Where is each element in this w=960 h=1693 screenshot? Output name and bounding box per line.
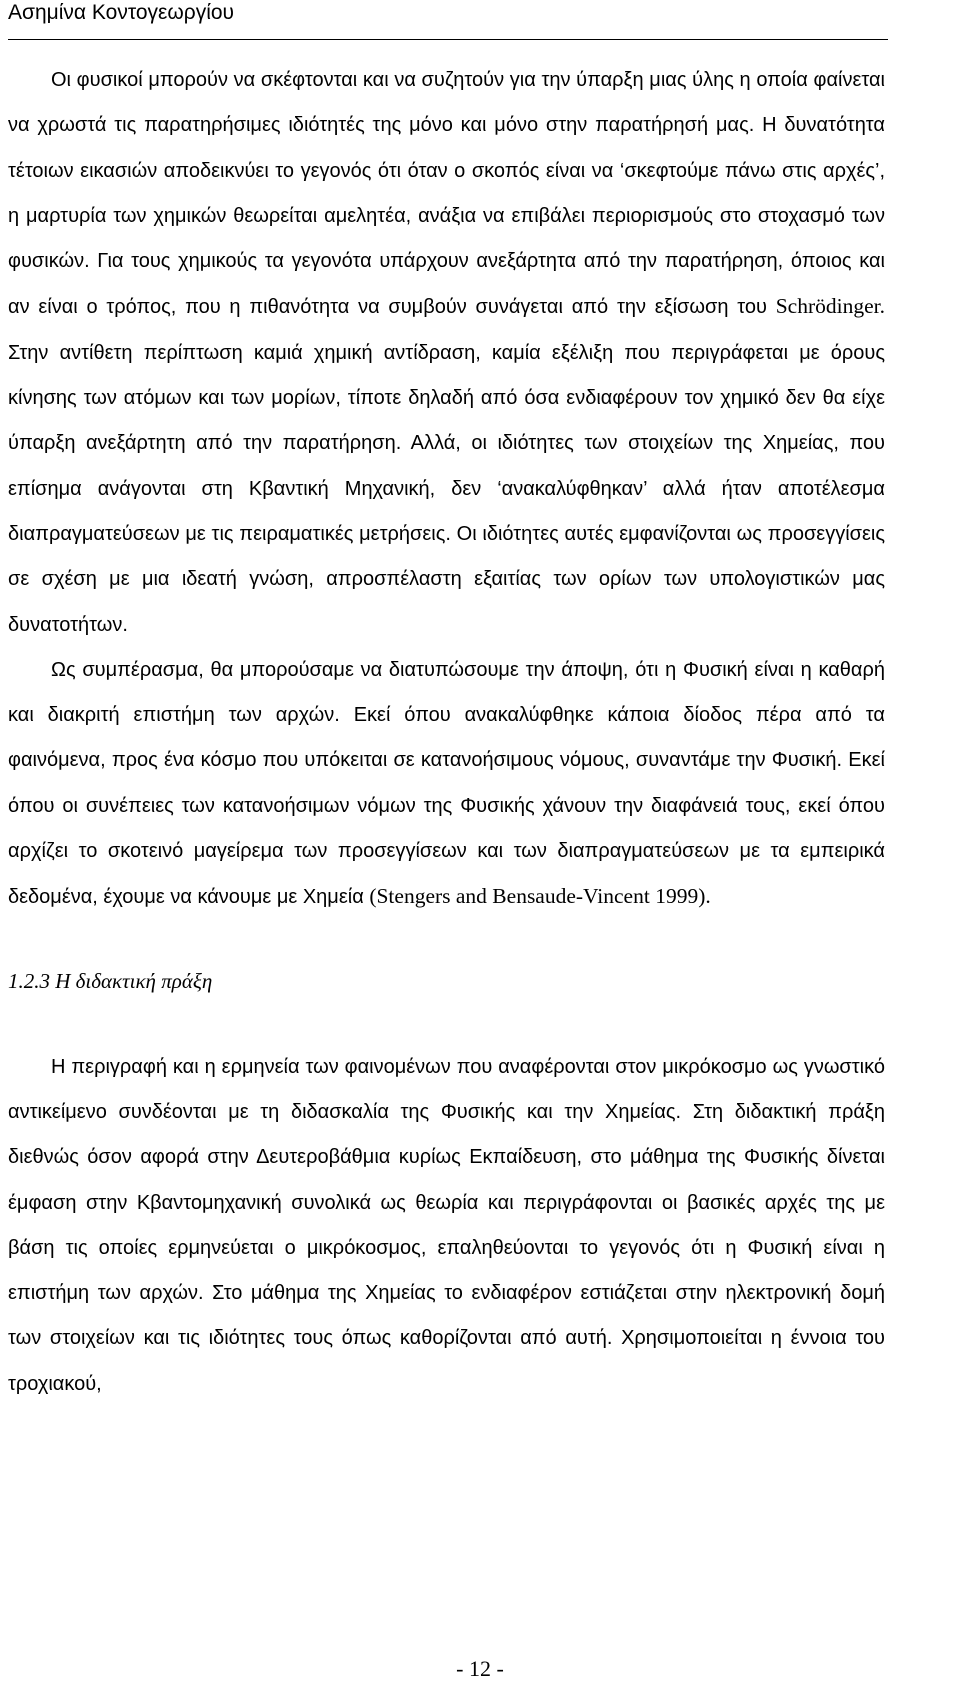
section-spacer-bottom xyxy=(8,1004,885,1045)
paragraph-2-text: Ως συμπέρασμα, θα μπορούσαμε να διατυπώσουμε την άποψη, ότι η Φυσική είναι η καθαρή και διακριτή επιστήμη των αρχών. Εκεί όπου ανακαλύφθηκε κάποια δίοδος πέρα από τα φαινόμενα, προς ένα κόσμο που υπόκειται σε κατανοήσιμους νόμους, συναντάμε την Φυσική. Εκεί όπου οι συνέπειες των κατανοήσιμων νόμων της Φυσικής χάνουν την διαφάνειά τους, εκεί όπου αρχίζει το σκοτεινό μαγείρεμα των προσεγγίσεων και των διαπραγματεύσεων με τα εμπειρικά δεδομένα, έχουμε να κάνουμε με Χημεία xyxy=(8,658,885,909)
paragraph-1-text-a: Οι φυσικοί μπορούν να σκέφτονται και να συζητούν για την ύπαρξη μιας ύλης η οποία φαίνεται να χρωστά τις παρατηρήσιμες ιδιότητές της μόνο και μόνο στην παρατήρησή μας. Η δυνατότητα τέτοιων εικασιών αποδεικνύει το γεγονός ότι όταν ο σκοπός είναι να ‘σκεφτούμε πάνω στις αρχές’, η μαρτυρία των χημικών θεωρείται αμελητέα, ανάξια να επιβάλει περιορισμούς στο στοχασμό των φυσικών. Για τους χημικούς τα γεγονότα υπάρχουν ανεξάρτητα από την παρατήρηση, όποιος και αν είναι ο τρόπος, που η πιθανότητα να συμβούν συνάγεται από την εξίσωση του xyxy=(8,69,885,319)
running-header xyxy=(8,0,888,40)
schrodinger-name: Schrödinger. xyxy=(775,294,885,319)
paragraph-1 xyxy=(8,58,885,648)
section-spacer-top xyxy=(8,921,885,959)
paragraph-2 xyxy=(8,648,885,921)
paragraph-3: Η περιγραφή και η ερμηνεία των φαινομένων που αναφέρονται στον μικρόκοσμο ως γνωστικό αντικείμενο συνδέονται με τη διδασκαλία της Φυσικής και την Χημείας. Στη διδακτική πράξη διεθνώς όσον αφορά στην Δευτεροβάθμια κυρίως Εκπαίδευση, στο μάθημα της Φυσικής δίνεται έμφαση στην Κβαντομηχανική συνολικά ως θεωρία και περιγράφονται οι βασικές αρχές της με βάση τις οποίες ερμηνεύεται ο μικρόκοσμος, επαληθεύονται το γεγονός ότι η Φυσική είναι η επιστήμη των αρχών. Στο μάθημα της Χημείας το ενδιαφέρον εστιάζεται στην ηλεκτρονική δομή των στοιχείων και τις ιδιότητες τους όπως καθορίζονται από αυτή. Χρησιμοποιείται η έννοια του τροχιακού, xyxy=(8,1055,885,1395)
paragraph-1-text-b: Στην αντίθετη περίπτωση καμιά χημική αντίδραση, καμία εξέλιξη που περιγράφεται με όρους κίνησης των ατόμων και των μορίων, τίποτε δηλαδή από όσα ενδιαφέρουν τον χημικό δεν θα είχε ύπαρξη ανεξάρτητη από την παρατήρηση. Αλλά, οι ιδιότητες των στοιχείων της Χημείας, που επίσημα ανάγονται στη Κβαντική Μηχανική, δεν ‘ανακαλύφθηκαν’ αλλά ήταν αποτέλεσμα διαπραγματεύσεων με τις πειραματικές μετρήσεις. Οι ιδιότητες αυτές εμφανίζονται ως προσεγγίσεις σε σχέση με μια ιδεατή γνώση, απροσπέλαστη εξαιτίας των ορίων των υπολογιστικών μας δυνατοτήτων. xyxy=(8,341,885,636)
citation: (Stengers and Bensaude-Vincent 1999). xyxy=(369,884,711,909)
section-heading: 1.2.3 Η διδακτική πράξη xyxy=(8,968,213,993)
page-number: - 12 - xyxy=(456,1656,504,1681)
document-body xyxy=(8,58,885,1407)
header-author: Ασημίνα Κοντογεωργίου xyxy=(8,1,235,24)
